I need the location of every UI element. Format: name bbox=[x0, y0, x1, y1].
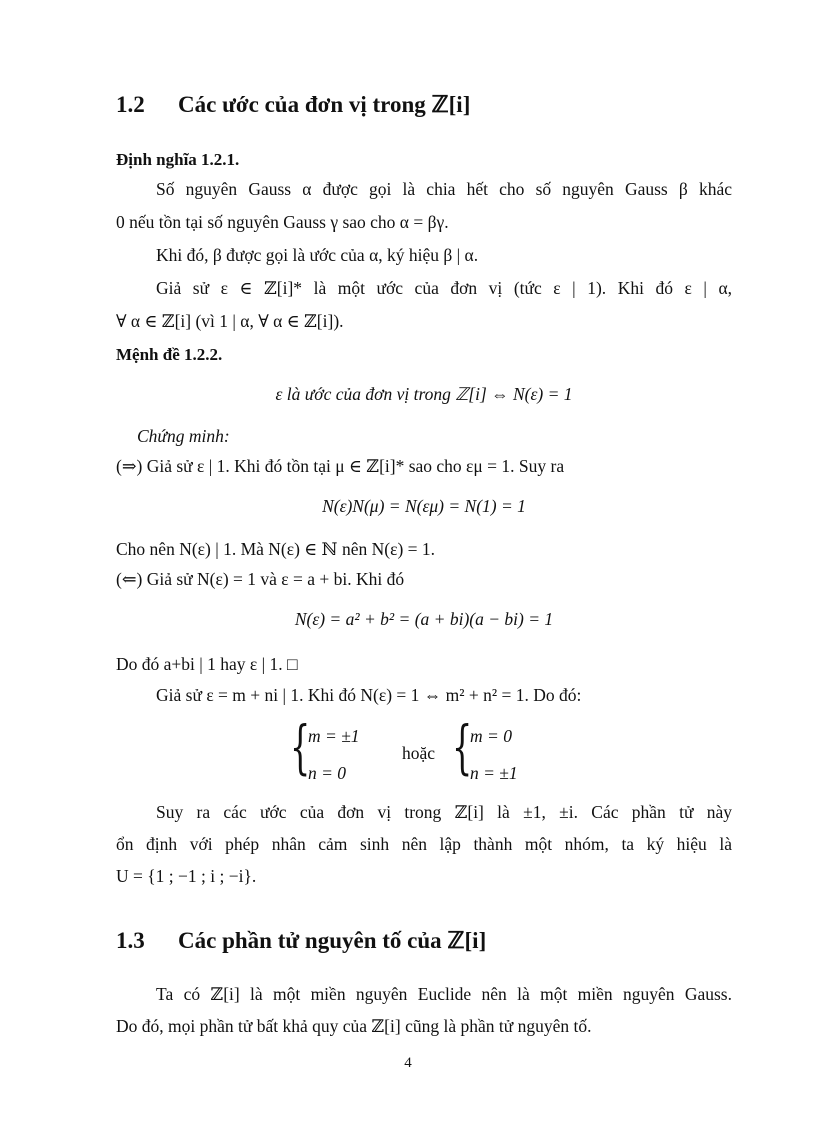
left-brace: { bbox=[290, 713, 311, 781]
definition-line: Số nguyên Gauss α được gọi là chia hết cho số nguyên Gauss β khác bbox=[156, 179, 732, 199]
proof-line: Do đó a+bi | 1 hay ε | 1. □ bbox=[116, 654, 298, 674]
section-title: Các ước của đơn vị trong ℤ[i] bbox=[178, 92, 471, 117]
proof-line: (⇐) Giả sử N(ε) = 1 và ε = a + bi. Khi đó bbox=[116, 569, 405, 589]
system-connector: hoặc bbox=[402, 743, 436, 763]
definition-line: Giả sử ε ∈ ℤ[i]* là một ước của đơn vị (tức ε | 1). Khi đó ε | α, bbox=[156, 278, 732, 298]
section-heading-1-2 bbox=[116, 92, 470, 118]
definition-line: Khi đó, β được gọi là ước của α, ký hiệu β | α. bbox=[156, 245, 479, 265]
proposition-statement: ε là ước của đơn vị trong ℤ[i] ⇔ N(ε) = 1 bbox=[275, 384, 573, 404]
section-1-3-line: Do đó, mọi phần tử bất khả quy của ℤ[i] cũng là phần tử nguyên tố. bbox=[116, 1016, 592, 1036]
system-left-eq: m = ±1 bbox=[308, 726, 360, 746]
units-conclusion: ổn định với phép nhân cảm sinh nên lập thành một nhóm, ta ký hiệu là bbox=[116, 834, 732, 854]
page-number: 4 bbox=[404, 1055, 412, 1071]
section-title: Các phần tử nguyên tố của ℤ[i] bbox=[178, 928, 487, 953]
proof-equation: N(ε)N(μ) = N(εμ) = N(1) = 1 bbox=[322, 496, 526, 516]
units-conclusion: U = {1 ; −1 ; i ; −i}. bbox=[116, 866, 257, 886]
units-conclusion: Suy ra các ước của đơn vị trong ℤ[i] là ±1, ±i. Các phần tử này bbox=[156, 802, 732, 822]
section-number: 1.2 bbox=[116, 92, 145, 117]
system-right-eq: m = 0 bbox=[470, 726, 512, 746]
proof-line: (⇒) Giả sử ε | 1. Khi đó tồn tại μ ∈ ℤ[i]* sao cho εμ = 1. Suy ra bbox=[116, 456, 565, 476]
proof-equation: N(ε) = a² + b² = (a + bi)(a − bi) = 1 bbox=[294, 609, 554, 629]
section-number: 1.3 bbox=[116, 928, 145, 953]
proof-label: Chứng minh: bbox=[137, 426, 230, 446]
definition-line: ∀ α ∈ ℤ[i] (vì 1 | α, ∀ α ∈ ℤ[i]). bbox=[116, 311, 344, 331]
definition-line: 0 nếu tồn tại số nguyên Gauss γ sao cho α = βγ. bbox=[116, 212, 449, 232]
definition-heading: Định nghĩa 1.2.1. bbox=[116, 150, 240, 169]
section-1-3-line: Ta có ℤ[i] là một miền nguyên Euclide nên là một miền nguyên Gauss. bbox=[156, 984, 732, 1004]
right-brace: { bbox=[452, 713, 473, 781]
section-heading-1-3 bbox=[116, 928, 486, 954]
proposition-heading: Mệnh đề 1.2.2. bbox=[116, 345, 223, 364]
units-line: Giả sử ε = m + ni | 1. Khi đó N(ε) = 1 ⇔ m² + n² = 1. Do đó: bbox=[156, 685, 582, 705]
system-left-eq: n = 0 bbox=[308, 763, 347, 783]
proof-line: Cho nên N(ε) | 1. Mà N(ε) ∈ ℕ nên N(ε) = 1. bbox=[116, 539, 436, 559]
system-right-eq: n = ±1 bbox=[470, 763, 518, 783]
